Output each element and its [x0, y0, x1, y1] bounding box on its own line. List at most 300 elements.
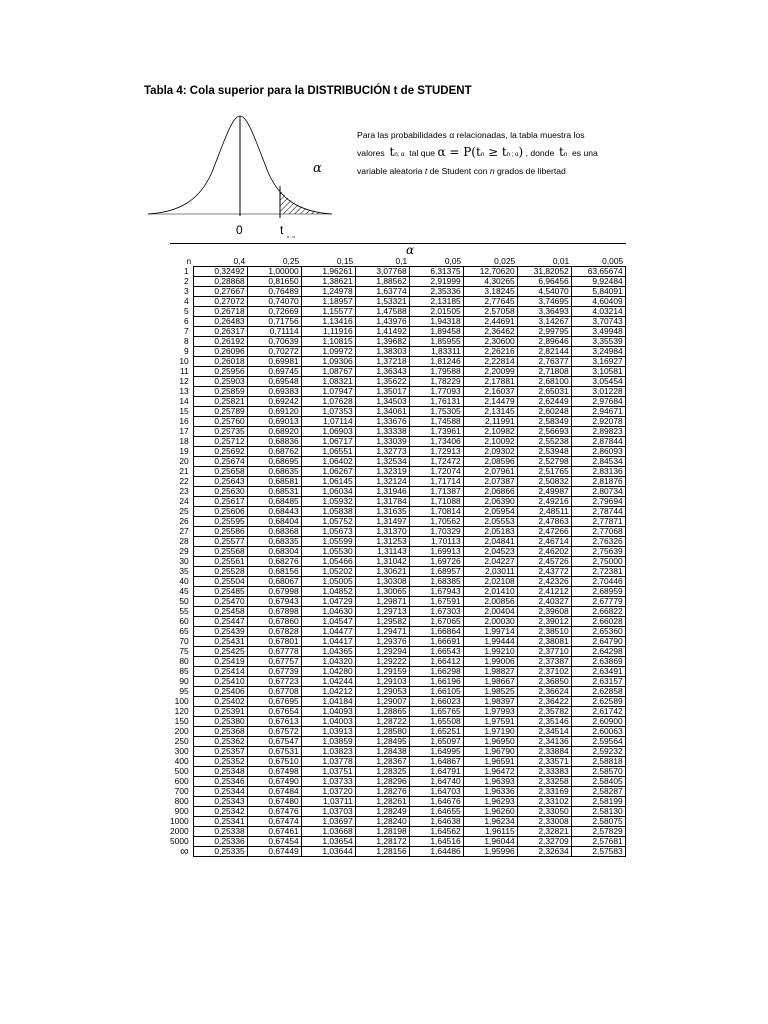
critical-value-cell: 1,03720	[301, 787, 355, 797]
table-row	[170, 657, 625, 667]
critical-value-cell: 0,67547	[247, 737, 301, 747]
critical-value-cell: 1,28865	[355, 707, 409, 717]
critical-value-cell: 0,25352	[193, 757, 247, 767]
description-line-1: Para las probabilidades α relacionadas, la tabla muestra los	[357, 130, 585, 140]
critical-value-cell: 1,29159	[355, 667, 409, 677]
table-row	[170, 347, 625, 357]
critical-value-cell: 0,25859	[193, 387, 247, 397]
critical-value-cell: 2,33050	[517, 807, 571, 817]
critical-value-cell: 2,47863	[517, 517, 571, 527]
table-row	[170, 817, 625, 827]
critical-value-cell: 1,71088	[409, 497, 463, 507]
critical-value-cell: 0,67461	[247, 827, 301, 837]
degrees-of-freedom-cell: 1000	[170, 816, 189, 826]
critical-value-cell: 1,03733	[301, 777, 355, 787]
critical-value-cell: 0,68762	[247, 447, 301, 457]
critical-value-cell: 0,25586	[193, 527, 247, 537]
critical-value-cell: 0,67898	[247, 607, 301, 617]
critical-value-cell: 0,25528	[193, 567, 247, 577]
critical-value-cell: 2,00404	[463, 607, 517, 617]
degrees-of-freedom-cell: 90	[179, 676, 189, 686]
critical-value-cell: 2,33383	[517, 767, 571, 777]
table-row	[170, 497, 625, 507]
critical-value-cell: 0,67490	[247, 777, 301, 787]
table-title: Tabla 4: Cola superior para la DISTRIBUCIÓN t de STUDENT	[144, 85, 472, 97]
alpha-column-header: 0,4	[233, 256, 246, 266]
critical-value-cell: 0,26718	[193, 307, 247, 317]
table-row	[170, 397, 625, 407]
table-row	[170, 737, 625, 747]
critical-value-cell: 0,70272	[247, 347, 301, 357]
critical-value-cell: 2,68959	[571, 587, 625, 597]
critical-value-cell: 2,80734	[571, 487, 625, 497]
critical-value-cell: 2,94671	[571, 407, 625, 417]
critical-value-cell: 1,04093	[301, 707, 355, 717]
critical-value-cell: 2,76377	[517, 357, 571, 367]
table-row	[170, 447, 625, 457]
critical-value-cell: 1,04477	[301, 627, 355, 637]
critical-value-cell: 2,47266	[517, 527, 571, 537]
critical-value-cell: 1,28240	[355, 817, 409, 827]
critical-value-cell: 1,04320	[301, 657, 355, 667]
critical-value-cell: 2,60248	[517, 407, 571, 417]
critical-value-cell: 2,37102	[517, 667, 571, 677]
critical-value-cell: 1,03823	[301, 747, 355, 757]
critical-value-cell: 2,62589	[571, 697, 625, 707]
degrees-of-freedom-cell: 60	[179, 616, 189, 626]
degrees-of-freedom-cell: 30	[179, 556, 189, 566]
critical-value-cell: 2,45726	[517, 557, 571, 567]
critical-value-cell: 1,28156	[355, 847, 409, 857]
critical-value-cell: 1,73406	[409, 437, 463, 447]
critical-value-cell: 2,72381	[571, 567, 625, 577]
critical-value-cell: 0,68443	[247, 507, 301, 517]
degrees-of-freedom-cell: 10	[179, 356, 189, 366]
critical-value-cell: 2,81876	[571, 477, 625, 487]
critical-value-cell: 3,24984	[571, 347, 625, 357]
critical-value-cell: 1,32773	[355, 447, 409, 457]
critical-value-cell: 1,09306	[301, 357, 355, 367]
critical-value-cell: 1,33676	[355, 417, 409, 427]
critical-value-cell: 1,28276	[355, 787, 409, 797]
critical-value-cell: 0,26096	[193, 347, 247, 357]
critical-value-cell: 0,25658	[193, 467, 247, 477]
critical-value-cell: 1,05530	[301, 547, 355, 557]
degrees-of-freedom-cell: 400	[174, 756, 189, 766]
critical-value-cell: 0,25410	[193, 677, 247, 687]
critical-value-cell: 1,70329	[409, 527, 463, 537]
critical-value-cell: 0,25760	[193, 417, 247, 427]
critical-value-cell: 1,04417	[301, 637, 355, 647]
critical-value-cell: 1,98525	[463, 687, 517, 697]
critical-value-cell: 0,25606	[193, 507, 247, 517]
critical-value-cell: 1,99444	[463, 637, 517, 647]
degrees-of-freedom-cell: 40	[179, 576, 189, 586]
critical-value-cell: 1,71387	[409, 487, 463, 497]
critical-value-cell: 1,31042	[355, 557, 409, 567]
critical-value-cell: 2,46202	[517, 547, 571, 557]
degrees-of-freedom-cell: 25	[179, 506, 189, 516]
critical-value-cell: 1,71714	[409, 477, 463, 487]
critical-value-cell: 31,82052	[517, 267, 571, 277]
critical-value-cell: 0,68695	[247, 457, 301, 467]
degrees-of-freedom-cell: 16	[179, 416, 189, 426]
critical-value-cell: 0,26192	[193, 337, 247, 347]
critical-value-cell: 2,99795	[517, 327, 571, 337]
critical-value-cell: 2,44691	[463, 317, 517, 327]
critical-value-cell: 2,08596	[463, 457, 517, 467]
critical-value-cell: 2,34136	[517, 737, 571, 747]
critical-value-cell: 1,66543	[409, 647, 463, 657]
critical-value-cell: 2,60063	[571, 727, 625, 737]
critical-value-cell: 1,99714	[463, 627, 517, 637]
degrees-of-freedom-cell: 22	[179, 476, 189, 486]
critical-value-cell: 2,67779	[571, 597, 625, 607]
critical-value-cell: 2,58818	[571, 757, 625, 767]
critical-value-cell: 1,66412	[409, 657, 463, 667]
critical-value-cell: 1,43976	[355, 317, 409, 327]
critical-value-cell: 9,92484	[571, 277, 625, 287]
critical-value-cell: 1,94318	[409, 317, 463, 327]
critical-value-cell: 1,70113	[409, 537, 463, 547]
critical-value-cell: 2,48511	[517, 507, 571, 517]
critical-value-cell: 2,32709	[517, 837, 571, 847]
critical-value-cell: 0,67454	[247, 837, 301, 847]
critical-value-cell: 1,96472	[463, 767, 517, 777]
critical-value-cell: 2,57829	[571, 827, 625, 837]
table-row	[170, 617, 625, 627]
alpha-label: α	[313, 161, 322, 176]
critical-value-cell: 1,32534	[355, 457, 409, 467]
critical-value-cell: 2,58405	[571, 777, 625, 787]
critical-value-cell: 1,24978	[301, 287, 355, 297]
critical-value-cell: 1,28198	[355, 827, 409, 837]
critical-value-cell: 1,67591	[409, 597, 463, 607]
critical-value-cell: 1,69726	[409, 557, 463, 567]
critical-value-cell: 2,07387	[463, 477, 517, 487]
critical-value-cell: 0,25414	[193, 667, 247, 677]
critical-value-cell: 2,00856	[463, 597, 517, 607]
critical-value-cell: 1,03668	[301, 827, 355, 837]
critical-value-cell: 0,67943	[247, 597, 301, 607]
degrees-of-freedom-cell: 500	[174, 766, 189, 776]
critical-value-cell: 2,33169	[517, 787, 571, 797]
critical-value-cell: 2,83136	[571, 467, 625, 477]
degrees-of-freedom-cell: 65	[179, 626, 189, 636]
critical-value-cell: 2,17881	[463, 377, 517, 387]
critical-value-cell: 2,36624	[517, 687, 571, 697]
degrees-of-freedom-cell: 1	[183, 266, 189, 276]
critical-value-cell: 0,25402	[193, 697, 247, 707]
critical-value-cell: 2,51765	[517, 467, 571, 477]
degrees-of-freedom-cell: 120	[174, 706, 189, 716]
critical-value-cell: 1,31635	[355, 507, 409, 517]
critical-value-cell: 1,03644	[301, 847, 355, 857]
critical-value-cell: 2,05183	[463, 527, 517, 537]
critical-value-cell: 0,25336	[193, 837, 247, 847]
critical-value-cell: 0,25735	[193, 427, 247, 437]
alpha-header: α	[406, 243, 415, 257]
critical-value-cell: 0,69745	[247, 367, 301, 377]
critical-value-cell: 1,05673	[301, 527, 355, 537]
critical-value-cell: 2,79694	[571, 497, 625, 507]
critical-value-cell: 1,06551	[301, 447, 355, 457]
critical-value-cell: 2,53948	[517, 447, 571, 457]
critical-value-cell: 2,61742	[571, 707, 625, 717]
critical-value-cell: 1,72472	[409, 457, 463, 467]
degrees-of-freedom-cell: 24	[179, 496, 189, 506]
critical-value-cell: 0,67484	[247, 787, 301, 797]
critical-value-cell: 2,13185	[409, 297, 463, 307]
critical-value-cell: 5,84091	[571, 287, 625, 297]
critical-value-cell: 2,37387	[517, 657, 571, 667]
critical-value-cell: 3,01228	[571, 387, 625, 397]
critical-value-cell: 1,96950	[463, 737, 517, 747]
degrees-of-freedom-cell: 29	[179, 546, 189, 556]
critical-value-cell: 2,35146	[517, 717, 571, 727]
critical-value-cell: 1,66691	[409, 637, 463, 647]
critical-value-cell: 2,63869	[571, 657, 625, 667]
alpha-column-header: 0,1	[395, 256, 408, 266]
critical-value-cell: 1,05752	[301, 517, 355, 527]
critical-value-cell: 1,29103	[355, 677, 409, 687]
critical-value-cell: 2,57583	[571, 847, 625, 857]
critical-value-cell: 1,08767	[301, 367, 355, 377]
critical-value-cell: 2,30600	[463, 337, 517, 347]
table-row	[170, 797, 625, 807]
critical-value-cell: 1,72913	[409, 447, 463, 457]
critical-value-cell: 2,42326	[517, 577, 571, 587]
critical-value-cell: 1,29471	[355, 627, 409, 637]
alpha-column-header: 0,01	[552, 256, 570, 266]
table-row	[170, 327, 625, 337]
table-row	[170, 307, 625, 317]
critical-value-cell: 2,37710	[517, 647, 571, 657]
critical-value-cell: 0,69548	[247, 377, 301, 387]
critical-value-cell: 1,37218	[355, 357, 409, 367]
degrees-of-freedom-cell: 12	[179, 376, 189, 386]
critical-value-cell: 2,06866	[463, 487, 517, 497]
critical-value-cell: 0,25343	[193, 797, 247, 807]
critical-value-cell: 2,76326	[571, 537, 625, 547]
degrees-of-freedom-cell: 35	[179, 566, 189, 576]
critical-value-cell: 1,07353	[301, 407, 355, 417]
critical-value-cell: 1,06717	[301, 437, 355, 447]
critical-value-cell: 1,97190	[463, 727, 517, 737]
critical-value-cell: 1,28580	[355, 727, 409, 737]
critical-value-cell: 0,25380	[193, 717, 247, 727]
critical-value-cell: 1,97993	[463, 707, 517, 717]
description	[357, 127, 627, 180]
critical-value-cell: 1,53321	[355, 297, 409, 307]
critical-value-cell: 2,59232	[571, 747, 625, 757]
critical-value-cell: 1,76131	[409, 397, 463, 407]
critical-value-cell: 1,64867	[409, 757, 463, 767]
critical-value-cell: 1,28438	[355, 747, 409, 757]
critical-value-cell: 0,72669	[247, 307, 301, 317]
critical-value-cell: 0,25447	[193, 617, 247, 627]
alpha-column-header: 0,15	[336, 256, 354, 266]
critical-value-cell: 2,70446	[571, 577, 625, 587]
critical-value-cell: 0,71114	[247, 327, 301, 337]
critical-value-cell: 1,06402	[301, 457, 355, 467]
critical-value-cell: 1,63774	[355, 287, 409, 297]
critical-value-cell: 2,36462	[463, 327, 517, 337]
critical-value-cell: 2,02108	[463, 577, 517, 587]
critical-value-cell: 0,25439	[193, 627, 247, 637]
degrees-of-freedom-cell: 20	[179, 456, 189, 466]
critical-value-cell: 3,35539	[571, 337, 625, 347]
table-row	[170, 767, 625, 777]
critical-value-cell: 1,05838	[301, 507, 355, 517]
table-row	[170, 827, 625, 837]
critical-value-cell: 2,35336	[409, 287, 463, 297]
critical-value-cell: 0,67531	[247, 747, 301, 757]
critical-value-cell: 3,18245	[463, 287, 517, 297]
critical-value-cell: 1,31946	[355, 487, 409, 497]
critical-value-cell: 1,03859	[301, 737, 355, 747]
critical-value-cell: 1,39682	[355, 337, 409, 347]
degrees-of-freedom-cell: 19	[179, 446, 189, 456]
critical-value-cell: 0,67828	[247, 627, 301, 637]
critical-value-cell: 0,74070	[247, 297, 301, 307]
critical-value-cell: 1,07114	[301, 417, 355, 427]
critical-value-cell: 0,68836	[247, 437, 301, 447]
critical-value-cell: 0,26483	[193, 317, 247, 327]
critical-value-cell: 2,10092	[463, 437, 517, 447]
critical-value-cell: 1,07947	[301, 387, 355, 397]
critical-value-cell: 1,31370	[355, 527, 409, 537]
table-row	[170, 437, 625, 447]
critical-value-cell: 2,00030	[463, 617, 517, 627]
critical-value-cell: 1,70562	[409, 517, 463, 527]
table-row	[170, 337, 625, 347]
table-row	[170, 297, 625, 307]
critical-value-cell: 2,03011	[463, 567, 517, 577]
table-row	[170, 417, 625, 427]
critical-value-cell: 1,28325	[355, 767, 409, 777]
critical-value-cell: 2,64790	[571, 637, 625, 647]
critical-value-cell: 1,30308	[355, 577, 409, 587]
critical-value-cell: 1,03654	[301, 837, 355, 847]
critical-value-cell: 0,25342	[193, 807, 247, 817]
n-header: n	[186, 256, 192, 267]
critical-value-cell: 63,65674	[571, 267, 625, 277]
critical-value-cell: 2,60900	[571, 717, 625, 727]
critical-value-cell: 1,31497	[355, 517, 409, 527]
critical-value-cell: 1,04280	[301, 667, 355, 677]
critical-value-cell: 2,82144	[517, 347, 571, 357]
critical-value-cell: 0,25956	[193, 367, 247, 377]
critical-value-cell: 1,98397	[463, 697, 517, 707]
critical-value-cell: 2,50832	[517, 477, 571, 487]
table-row	[170, 487, 625, 497]
critical-value-cell: 0,25643	[193, 477, 247, 487]
critical-value-cell: 1,05005	[301, 577, 355, 587]
table-row	[170, 577, 625, 587]
critical-value-cell: 0,67613	[247, 717, 301, 727]
table-row	[170, 317, 625, 327]
critical-value-cell: 0,76489	[247, 287, 301, 297]
critical-value-cell: 1,05202	[301, 567, 355, 577]
degrees-of-freedom-cell: 800	[174, 796, 189, 806]
critical-value-cell: 0,69981	[247, 357, 301, 367]
critical-value-cell: 1,98667	[463, 677, 517, 687]
critical-value-cell: 2,77871	[571, 517, 625, 527]
critical-value-cell: 1,73961	[409, 427, 463, 437]
critical-value-cell: 1,68957	[409, 567, 463, 577]
critical-value-cell: 2,62858	[571, 687, 625, 697]
critical-value-cell: 2,63491	[571, 667, 625, 677]
degrees-of-freedom-cell: 13	[179, 386, 189, 396]
critical-value-cell: 2,07961	[463, 467, 517, 477]
critical-value-cell: 1,06903	[301, 427, 355, 437]
critical-value-cell: 0,68335	[247, 537, 301, 547]
degrees-of-freedom-cell: 14	[179, 396, 189, 406]
alpha-column-header: 0,05	[444, 256, 462, 266]
critical-value-cell: 1,28261	[355, 797, 409, 807]
critical-value-cell: 1,99210	[463, 647, 517, 657]
critical-value-cell: 1,70814	[409, 507, 463, 517]
critical-value-cell: 2,58199	[571, 797, 625, 807]
critical-value-cell: 0,68581	[247, 477, 301, 487]
critical-value-cell: 0,25338	[193, 827, 247, 837]
critical-value-cell: 0,67708	[247, 687, 301, 697]
degrees-of-freedom-cell: 600	[174, 776, 189, 786]
critical-value-cell: 1,96790	[463, 747, 517, 757]
table-row	[170, 597, 625, 607]
alpha-column-header: 0,025	[494, 256, 516, 266]
critical-value-cell: 2,56693	[517, 427, 571, 437]
degrees-of-freedom-cell: 45	[179, 586, 189, 596]
table-row	[170, 847, 625, 857]
critical-value-cell: 0,25561	[193, 557, 247, 567]
critical-value-cell: 1,03913	[301, 727, 355, 737]
critical-value-cell: 4,54070	[517, 287, 571, 297]
critical-value-cell: 0,25577	[193, 537, 247, 547]
degrees-of-freedom-cell: 2	[183, 276, 189, 286]
degrees-of-freedom-cell: 6	[183, 316, 189, 326]
critical-value-cell: 1,32319	[355, 467, 409, 477]
critical-value-cell: 1,66196	[409, 677, 463, 687]
critical-value-cell: 2,43772	[517, 567, 571, 577]
critical-value-cell: 1,72074	[409, 467, 463, 477]
critical-value-cell: 0,25406	[193, 687, 247, 697]
critical-value-cell: 1,97591	[463, 717, 517, 727]
critical-value-cell: 1,31143	[355, 547, 409, 557]
table-row	[170, 717, 625, 727]
critical-value-cell: 2,86093	[571, 447, 625, 457]
critical-value-cell: 2,66028	[571, 617, 625, 627]
critical-value-cell: 2,01410	[463, 587, 517, 597]
degrees-of-freedom-cell: 75	[179, 646, 189, 656]
critical-value-cell: 4,03214	[571, 307, 625, 317]
critical-value-cell: 2,75639	[571, 547, 625, 557]
degrees-of-freedom-cell: 250	[174, 736, 189, 746]
critical-value-cell: 1,04212	[301, 687, 355, 697]
critical-value-cell: 1,78229	[409, 377, 463, 387]
critical-value-cell: 1,15577	[301, 307, 355, 317]
critical-value-cell: 1,66298	[409, 667, 463, 677]
critical-value-cell: 2,87844	[571, 437, 625, 447]
critical-value-cell: 2,38510	[517, 627, 571, 637]
critical-value-cell: 1,06034	[301, 487, 355, 497]
critical-value-cell: 1,11916	[301, 327, 355, 337]
critical-value-cell: 0,68156	[247, 567, 301, 577]
degrees-of-freedom-cell: 9	[183, 346, 189, 356]
critical-value-cell: 1,65097	[409, 737, 463, 747]
critical-value-cell: 2,40327	[517, 597, 571, 607]
